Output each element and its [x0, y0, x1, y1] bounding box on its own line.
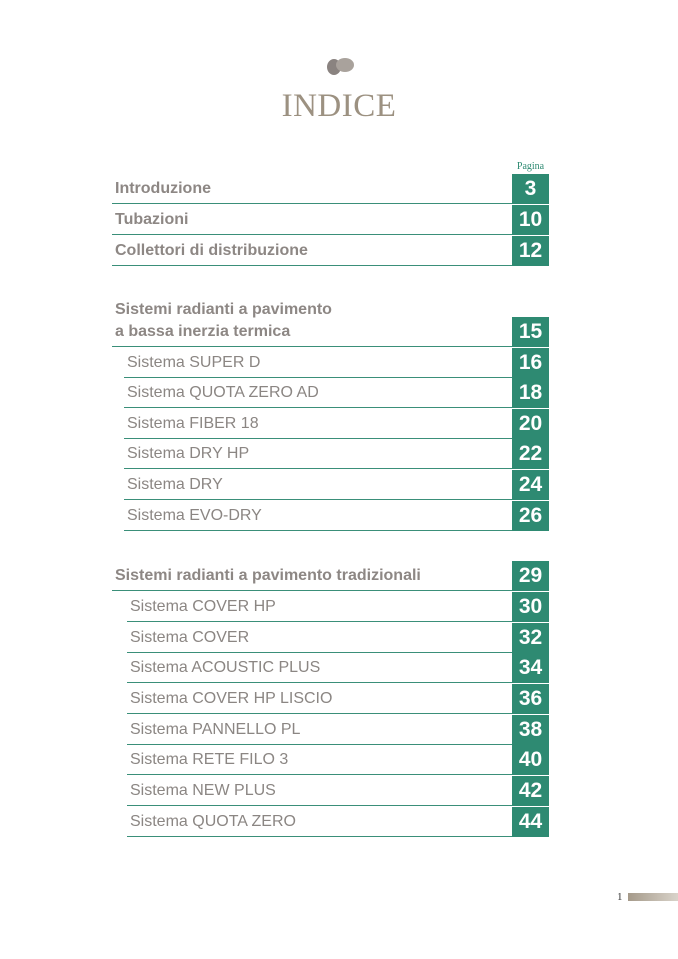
toc-subentry[interactable] [127, 776, 549, 806]
toc-subentry[interactable] [124, 470, 549, 500]
toc-subentry[interactable] [124, 409, 549, 439]
toc-entry-label: Sistema ACOUSTIC PLUS [127, 653, 512, 683]
toc-entry-label: Sistema COVER HP [127, 592, 512, 622]
toc-page-number: 10 [512, 205, 549, 235]
toc-subentry[interactable] [127, 807, 549, 837]
toc-page-number: 15 [512, 317, 549, 347]
toc-subentry[interactable] [127, 745, 549, 775]
toc-page-number: 40 [512, 745, 549, 775]
toc-subentry[interactable] [127, 653, 549, 683]
toc-page-number: 42 [512, 776, 549, 806]
toc-entry-label: a bassa inerzia termica [112, 317, 512, 347]
toc-entry-label: Sistema QUOTA ZERO AD [124, 378, 512, 408]
toc-page-number: 34 [512, 653, 549, 683]
toc-subentry[interactable] [124, 439, 549, 469]
toc-entry-label: Sistema COVER [127, 623, 512, 653]
toc-entry-label: Sistema SUPER D [124, 348, 512, 378]
toc-entry-label: Sistema FIBER 18 [124, 409, 512, 439]
page-title: INDICE [281, 88, 397, 124]
section-heading-entry[interactable] [112, 561, 549, 591]
section-heading-line1: Sistemi radianti a pavimento [115, 301, 332, 318]
toc-entry[interactable] [112, 174, 549, 204]
toc-page-number: 44 [512, 807, 549, 837]
toc-page-number: 26 [512, 501, 549, 531]
toc-page-number: 29 [512, 561, 549, 591]
toc-page-number: 22 [512, 439, 549, 469]
toc-page-number: 36 [512, 684, 549, 714]
toc-page-number: 24 [512, 470, 549, 500]
toc-page-number: 18 [512, 378, 549, 408]
toc-page-number: 20 [512, 409, 549, 439]
toc-page-number: 16 [512, 348, 549, 378]
toc-entry-label: Sistema NEW PLUS [127, 776, 512, 806]
toc-entry-label: Introduzione [112, 174, 512, 204]
toc-entry-label: Sistema EVO-DRY [124, 501, 512, 531]
toc-entry-label: Sistemi radianti a pavimento tradizionali [112, 561, 512, 591]
toc-subentry[interactable] [124, 348, 549, 378]
toc-entry-label: Tubazioni [112, 205, 512, 235]
toc-page-number: 38 [512, 715, 549, 745]
toc-page-number: 12 [512, 236, 549, 266]
toc-page-number: 32 [512, 623, 549, 653]
toc-subentry[interactable] [124, 501, 549, 531]
toc-subentry[interactable] [127, 715, 549, 745]
brand-logo-icon [324, 56, 356, 76]
toc-entry-label: Sistema QUOTA ZERO [127, 807, 512, 837]
toc-entry[interactable] [112, 205, 549, 235]
toc-entry-label: Sistema COVER HP LISCIO [127, 684, 512, 714]
pagina-column-label: Pagina [516, 161, 545, 172]
toc-entry-label: Sistema RETE FILO 3 [127, 745, 512, 775]
toc-page-number: 30 [512, 592, 549, 622]
toc-entry-label: Sistema DRY [124, 470, 512, 500]
toc-entry[interactable] [112, 236, 549, 266]
page-number: 1 [617, 891, 623, 903]
toc-entry-label: Sistema DRY HP [124, 439, 512, 469]
toc-subentry[interactable] [124, 378, 549, 408]
section-heading-entry[interactable] [112, 317, 549, 347]
toc-page-number: 3 [512, 174, 549, 204]
page-footer-bar [628, 893, 678, 901]
toc-entry-label: Collettori di distribuzione [112, 236, 512, 266]
toc-subentry[interactable] [127, 684, 549, 714]
toc-subentry[interactable] [127, 592, 549, 622]
toc-subentry[interactable] [127, 623, 549, 653]
toc-entry-label: Sistema PANNELLO PL [127, 715, 512, 745]
